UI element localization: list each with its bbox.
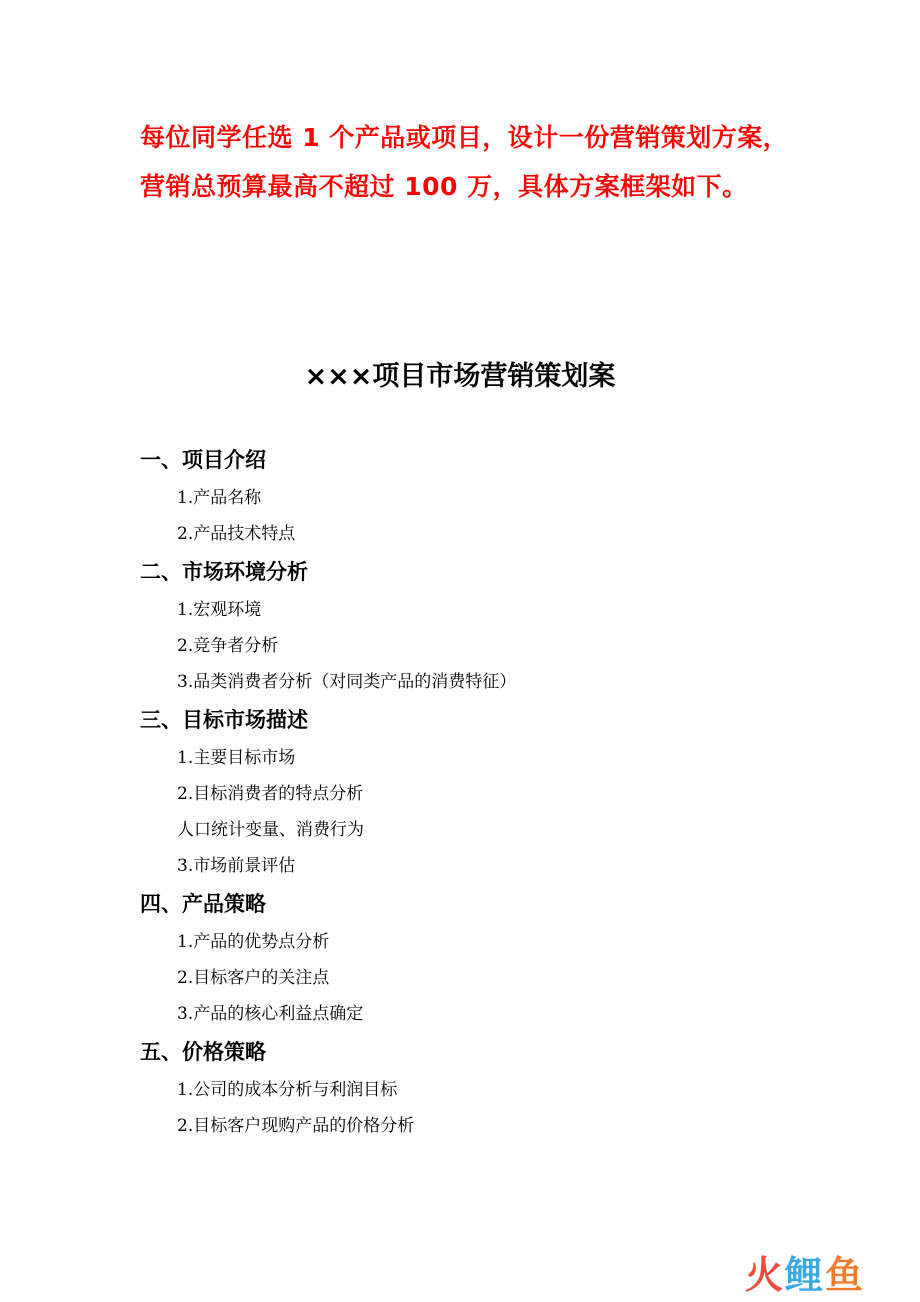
watermark-char: 鱼 bbox=[825, 1253, 864, 1297]
document-title: ×××项目市场营销策划案 bbox=[304, 361, 616, 392]
section-items bbox=[140, 740, 840, 884]
outline-item: 2.目标客户的关注点 bbox=[177, 968, 330, 988]
outline-item: 1.产品名称 bbox=[177, 488, 262, 508]
outline-item: 1.主要目标市场 bbox=[177, 748, 296, 768]
outline-subitem: 人口统计变量、消费行为 bbox=[177, 820, 364, 840]
section-items bbox=[140, 480, 840, 552]
section-items bbox=[140, 1072, 840, 1144]
outline-section bbox=[140, 440, 840, 552]
plan-outline bbox=[140, 440, 840, 1144]
outline-item: 3.市场前景评估 bbox=[177, 856, 296, 876]
watermark-char: 鲤 bbox=[785, 1253, 824, 1297]
outline-item: 1.宏观环境 bbox=[177, 600, 262, 620]
outline-section bbox=[140, 884, 840, 1032]
section-heading: 二、市场环境分析 bbox=[140, 560, 308, 584]
section-heading: 五、价格策略 bbox=[140, 1040, 266, 1064]
outline-item: 2.产品技术特点 bbox=[177, 524, 296, 544]
outline-item: 3.品类消费者分析（对同类产品的消费特征） bbox=[177, 672, 517, 692]
assignment-instructions: 每位同学任选 1 个产品或项目，设计一份营销策划方案，营销总预算最高不超过 100 万，具体方案框架如下。 bbox=[140, 123, 789, 201]
outline-section bbox=[140, 552, 840, 700]
outline-item: 3.产品的核心利益点确定 bbox=[177, 1004, 364, 1024]
section-heading: 三、目标市场描述 bbox=[140, 708, 308, 732]
outline-section bbox=[140, 700, 840, 884]
section-heading: 四、产品策略 bbox=[140, 892, 266, 916]
outline-item: 2.目标消费者的特点分析 bbox=[177, 784, 364, 804]
outline-section bbox=[140, 1032, 840, 1144]
outline-item: 2.竞争者分析 bbox=[177, 636, 279, 656]
watermark-char: 火 bbox=[745, 1253, 784, 1297]
section-items bbox=[140, 592, 840, 700]
outline-item: 1.产品的优势点分析 bbox=[177, 932, 330, 952]
outline-item: 2.目标客户现购产品的价格分析 bbox=[177, 1116, 415, 1136]
outline-item: 1.公司的成本分析与利润目标 bbox=[177, 1080, 398, 1100]
section-heading: 一、项目介绍 bbox=[140, 448, 266, 472]
watermark-logo bbox=[745, 1252, 905, 1298]
section-items bbox=[140, 924, 840, 1032]
